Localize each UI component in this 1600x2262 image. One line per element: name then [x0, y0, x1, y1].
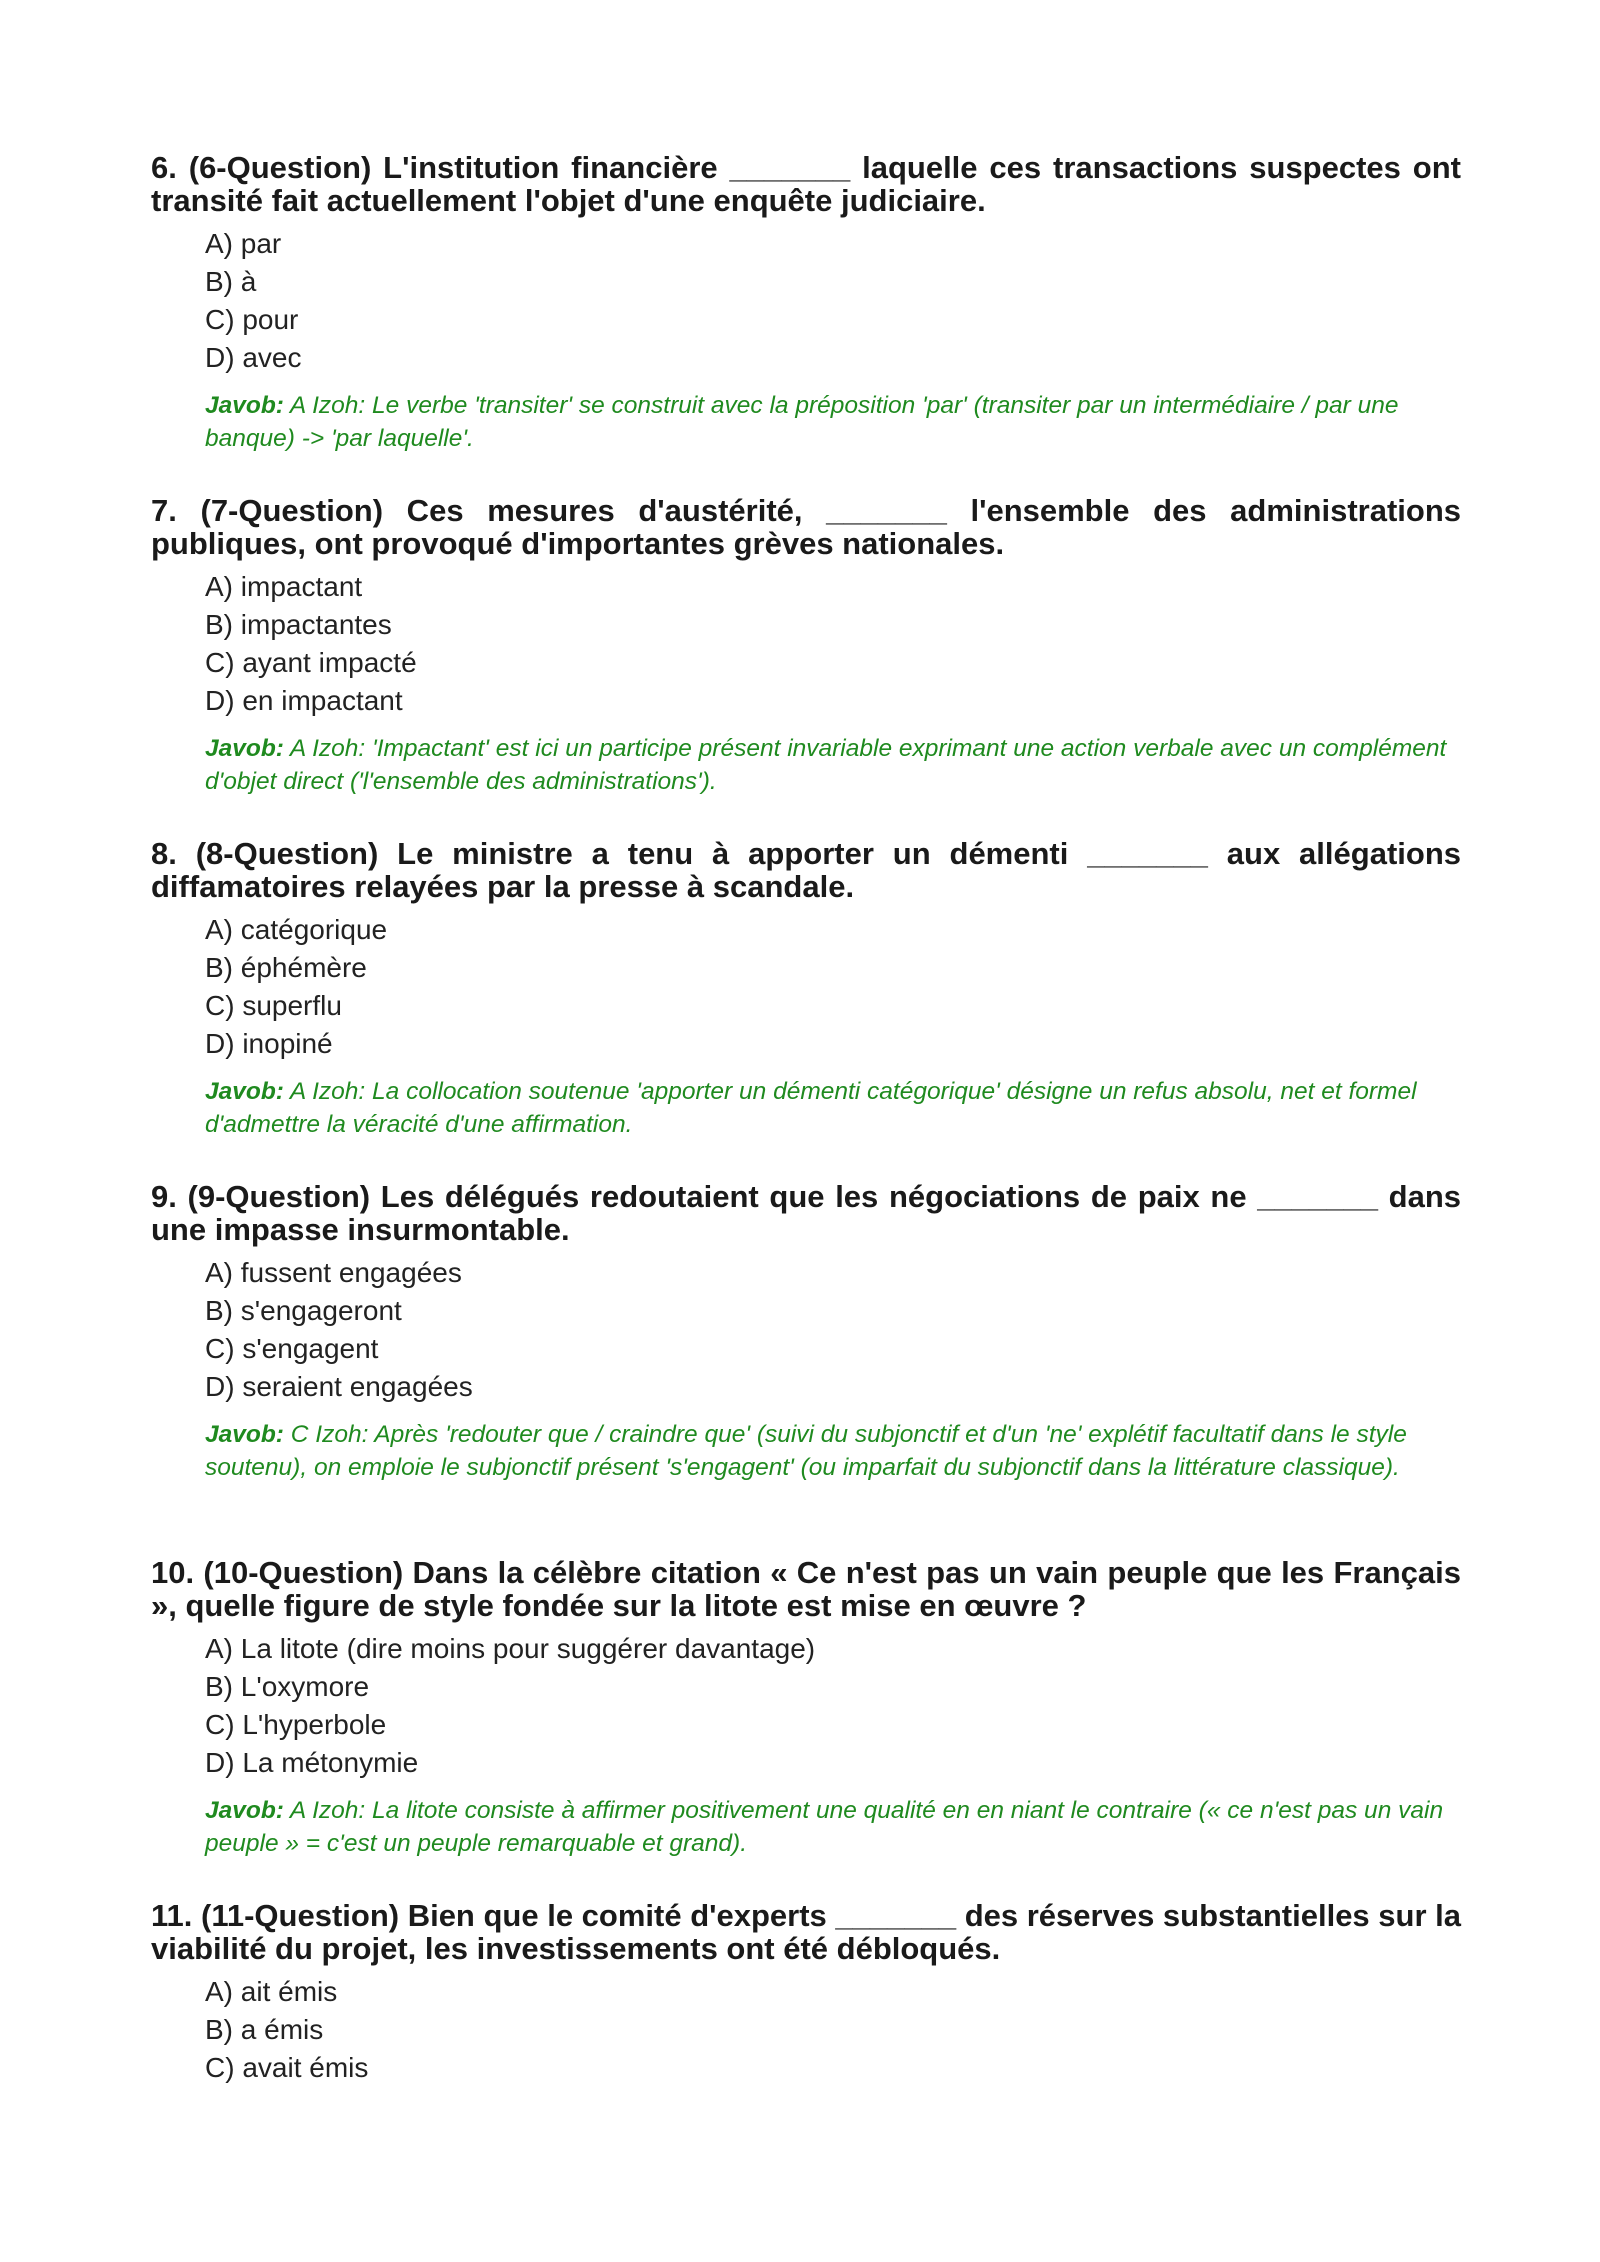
answer-text: A Izoh: Le verbe 'transiter' se construit avec la préposition 'par' (transiter par un intermédiaire / par une banque) -> 'par laquelle'.	[205, 392, 1399, 452]
question-text: 9. (9-Question) Les délégués redoutaient que les négociations de paix ne _______ dans une impasse insurmontable.	[151, 1179, 1461, 1247]
answer-text: C Izoh: Après 'redouter que / craindre que' (suivi du subjonctif et d'un 'ne' explétif facultatif dans le style soutenu), on emploie le subjonctif présent 's'engagent' (ou imparfait du subjonctif dans la littérature classique).	[205, 1421, 1407, 1481]
question-block	[151, 837, 1461, 1141]
option-b: B) à	[205, 266, 257, 297]
option-b: B) éphémère	[205, 952, 367, 983]
question-block	[151, 494, 1461, 798]
question-text: 8. (8-Question) Le ministre a tenu à apporter un démenti _______ aux allégations diffamatoires relayées par la presse à scandale.	[151, 836, 1461, 904]
answer-label: Javob:	[205, 735, 284, 762]
option-list	[205, 225, 1461, 377]
option-d: D) La métonymie	[205, 1747, 419, 1778]
option-c: C) superflu	[205, 990, 342, 1021]
answer-text: A Izoh: La litote consiste à affirmer positivement une qualité en en niant le contraire (« ce n'est pas un vain peuple » = c'est un peuple remarquable et grand).	[205, 1797, 1444, 1857]
option-list	[205, 1254, 1461, 1406]
option-b: B) a émis	[205, 2014, 324, 2045]
option-d: D) en impactant	[205, 685, 403, 716]
option-list	[205, 1630, 1461, 1782]
answer-explanation	[205, 389, 1461, 455]
question-text: 7. (7-Question) Ces mesures d'austérité, _______ l'ensemble des administrations publiques, ont provoqué d'importantes grèves nationales.	[151, 493, 1461, 561]
answer-explanation	[205, 732, 1461, 798]
option-c: C) avait émis	[205, 2052, 369, 2083]
question-text: 10. (10-Question) Dans la célèbre citation « Ce n'est pas un vain peuple que les Français », quelle figure de style fondée sur la litote est mise en œuvre ?	[151, 1555, 1461, 1623]
answer-label: Javob:	[205, 1421, 284, 1448]
answer-explanation	[205, 1418, 1461, 1484]
option-b: B) s'engageront	[205, 1295, 402, 1326]
option-a: A) ait émis	[205, 1976, 338, 2007]
option-d: D) seraient engagées	[205, 1371, 473, 1402]
option-list	[205, 1973, 1461, 2087]
option-b: B) impactantes	[205, 609, 392, 640]
question-text: 6. (6-Question) L'institution financière _______ laquelle ces transactions suspectes ont transité fait actuellement l'objet d'une enquête judiciaire.	[151, 150, 1461, 218]
question-block	[151, 1899, 1461, 2087]
answer-label: Javob:	[205, 1078, 284, 1105]
option-c: C) ayant impacté	[205, 647, 417, 678]
option-a: A) catégorique	[205, 914, 388, 945]
option-d: D) inopiné	[205, 1028, 333, 1059]
option-d: D) avec	[205, 342, 302, 373]
answer-label: Javob:	[205, 392, 284, 419]
answer-text: A Izoh: 'Impactant' est ici un participe présent invariable exprimant une action verbale avec un complément d'objet direct ('l'ensemble des administrations').	[205, 735, 1447, 795]
question-block	[151, 1556, 1461, 1860]
answer-explanation	[205, 1794, 1461, 1860]
question-block	[151, 151, 1461, 455]
option-a: A) par	[205, 228, 282, 259]
question-block	[151, 1180, 1461, 1484]
answer-text: A Izoh: La collocation soutenue 'apporter un démenti catégorique' désigne un refus absolu, net et formel d'admettre la véracité d'une affirmation.	[205, 1078, 1417, 1138]
option-c: C) pour	[205, 304, 299, 335]
option-a: A) impactant	[205, 571, 363, 602]
question-text: 11. (11-Question) Bien que le comité d'experts _______ des réserves substantielles sur la viabilité du projet, les investissements ont été débloqués.	[151, 1898, 1461, 1966]
option-c: C) s'engagent	[205, 1333, 379, 1364]
option-list	[205, 568, 1461, 720]
option-c: C) L'hyperbole	[205, 1709, 387, 1740]
option-b: B) L'oxymore	[205, 1671, 370, 1702]
answer-label: Javob:	[205, 1797, 284, 1824]
option-a: A) fussent engagées	[205, 1257, 462, 1288]
answer-explanation	[205, 1075, 1461, 1141]
option-list	[205, 911, 1461, 1063]
option-a: A) La litote (dire moins pour suggérer davantage)	[205, 1633, 816, 1664]
